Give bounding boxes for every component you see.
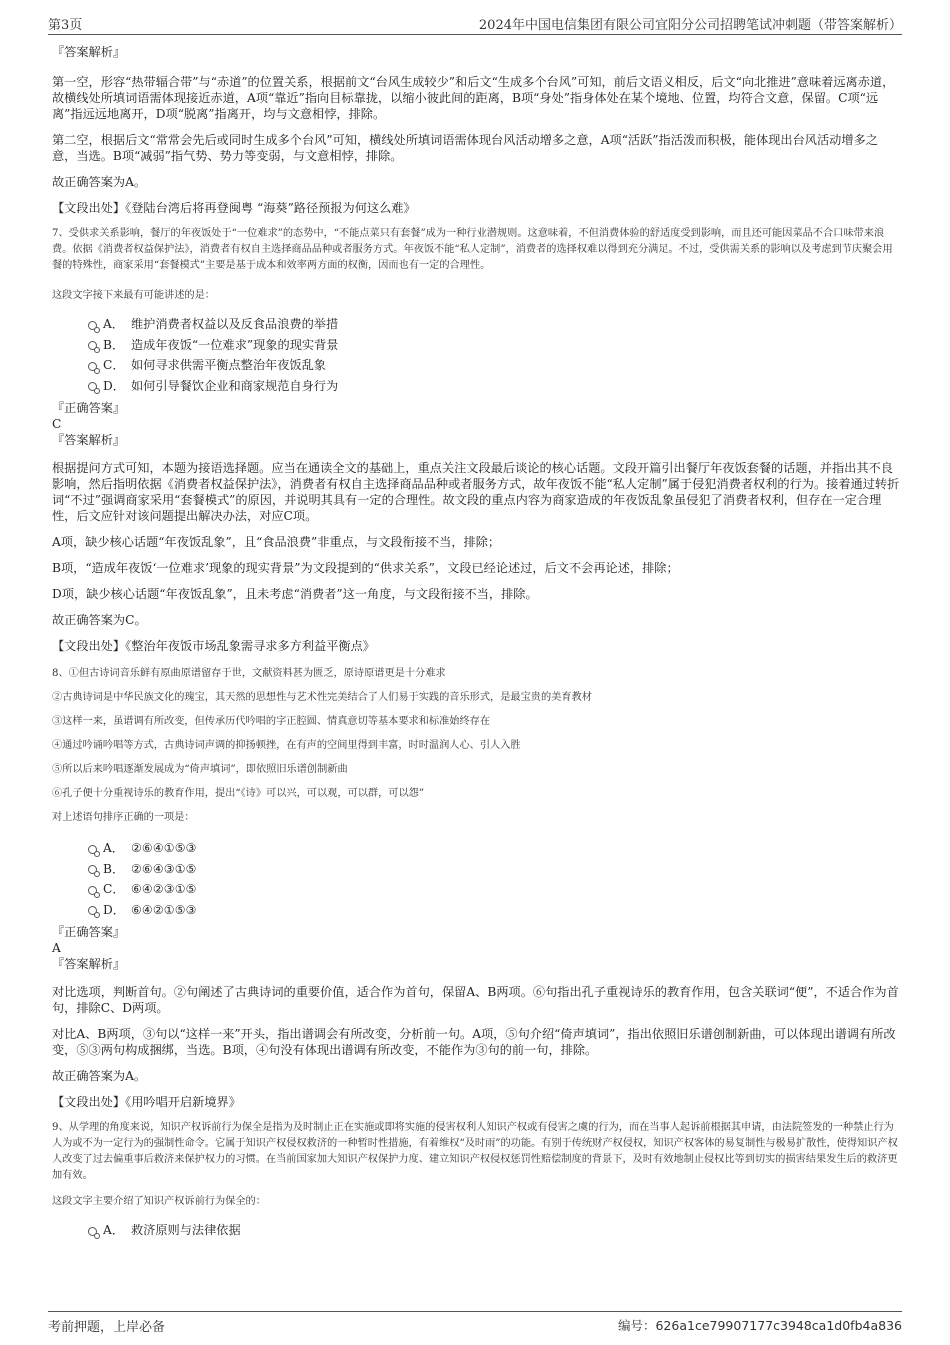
correct-answer: A	[52, 941, 61, 955]
page-footer	[48, 1311, 902, 1336]
sentence-item: ④通过吟诵吟唱等方式，古典诗词声调的抑扬顿挫，在有声的空间里得到丰富，时时温润人心、引人入胜	[52, 740, 521, 751]
correct-answer-label: 『正确答案』	[52, 401, 126, 415]
option-list	[52, 838, 900, 920]
option-list	[52, 314, 900, 396]
question-stem: 7、受供求关系影响，餐厅的年夜饭处于“一位难求”的态势中，“不能点菜只有套餐”成为一种行业潜规则。这意味着，不但消费体验的舒适度受到影响，而且还可能因菜品不合口味带来浪费。依据《消费者权益保护法》，消费者有权自主选择商品品种或者服务方式。年夜饭不能“私人定制”，消费者的选择权难以得到充分满足。不过，受供需关系的影响以及考虑到节庆聚会用餐的特殊性，商家采用“套餐模式”主要是基于成本和效率两方面的权衡，因而也有一定的合理性。	[52, 228, 893, 271]
question-ask: 对上述语句排序正确的一项是：	[52, 812, 195, 823]
question-stem: 8、①但古诗词音乐鲜有原曲原谱留存于世，文献资料甚为匮乏，原诗原谱更是十分难求	[52, 668, 446, 679]
radio-icon[interactable]	[88, 906, 97, 915]
radio-icon[interactable]	[88, 845, 97, 854]
document-title: 2024年中国电信集团有限公司宜阳分公司招聘笔试冲刺题（带答案解析）	[478, 18, 902, 33]
analysis-paragraph: D项，缺少核心话题“年夜饭乱象”，且未考虑“消费者”这一角度，与文段衔接不当，排除。	[52, 587, 538, 601]
analysis-conclusion: 故正确答案为A。	[52, 1069, 147, 1083]
source-citation: 【文段出处】《用吟唱开启新境界》	[52, 1095, 241, 1109]
analysis-paragraph: 根据提问方式可知，本题为接语选择题。应当在通读全文的基础上，重点关注文段最后谈论的核心话题。文段开篇引出餐厅年夜饭套餐的话题，并指出其不良影响，然后指明依据《消费者权益保护法》，消费者有权自主选择商品品种或者服务方式，故年夜饭不能“私人定制”属于侵犯消费者权利的行为。接着通过转折词“不过”强调商家采用“套餐模式”的原因，并说明其具有一定的合理性。故文段的重点内容为商家造成的年夜饭乱象虽侵犯了消费者权利，但存在一定合理性，后文应针对该问题提出解决办法，对应C项。	[52, 461, 900, 523]
analysis-label: 『答案解析』	[52, 45, 126, 59]
analysis-paragraph: A项，缺少核心话题“年夜饭乱象”，且“食品浪费”非重点，与文段衔接不当，排除；	[52, 535, 501, 549]
sentence-item: ⑤所以后来吟唱逐渐发展成为“倚声填词”，即依照旧乐谱创制新曲	[52, 764, 348, 775]
question-ask: 这段文字主要介绍了知识产权诉前行为保全的：	[52, 1196, 266, 1207]
analysis-label: 『答案解析』	[52, 433, 126, 447]
page-content	[52, 44, 900, 1241]
analysis-label: 『答案解析』	[52, 957, 126, 971]
correct-answer-label: 『正确答案』	[52, 925, 126, 939]
sentence-item: ②古典诗词是中华民族文化的瑰宝，其天然的思想性与艺术性完美结合了人们易于实践的音乐形式，是最宝贵的美育教材	[52, 692, 592, 703]
document-code: 编号：626a1ce79907177c3948ca1d0fb4a836	[617, 1318, 902, 1333]
option-b[interactable]: B． ②⑥④③①⑤	[88, 859, 900, 880]
analysis-conclusion: 故正确答案为A。	[52, 175, 147, 189]
radio-icon[interactable]	[88, 341, 97, 350]
analysis-paragraph: B项，“造成年夜饭‘一位难求’现象的现实背景”为文段提到的“供求关系”，文段已经论述过，后文不会再论述，排除；	[52, 561, 679, 575]
analysis-paragraph: 第二空，根据后文“常常会先后或同时生成多个台风”可知，横线处所填词语需体现台风活动增多之意，A项“活跃”指活泼而积极，能体现出台风活动增多之意，当选。B项“减弱”指气势、势力等变弱，与文意相悖，排除。	[52, 133, 878, 163]
radio-icon[interactable]	[88, 382, 97, 391]
option-a[interactable]: A． ②⑥④①⑤③	[88, 838, 900, 859]
analysis-paragraph: 对比选项，判断首句。②句阐述了古典诗词的重要价值，适合作为首句，保留A、B两项。⑥句指出孔子重视诗乐的教育作用，包含关联词“便”，不适合作为首句，排除C、D两项。	[52, 985, 899, 1015]
question-ask: 这段文字接下来最有可能讲述的是：	[52, 290, 215, 301]
correct-answer: C	[52, 417, 62, 431]
source-citation: 【文段出处】《整治年夜饭市场乱象需寻求多方利益平衡点》	[52, 639, 375, 653]
option-c[interactable]: C． ⑥④②③①⑤	[88, 879, 900, 900]
sentence-item: ⑥孔子便十分重视诗乐的教育作用，提出“《诗》可以兴，可以观，可以群，可以怨”	[52, 788, 425, 799]
option-a[interactable]: A． 维护消费者权益以及反食品浪费的举措	[88, 314, 900, 335]
option-a[interactable]: A． 救济原则与法律依据	[88, 1220, 900, 1241]
option-b[interactable]: B． 造成年夜饭“一位难求”现象的现实背景	[88, 335, 900, 356]
option-c[interactable]: C． 如何寻求供需平衡点整治年夜饭乱象	[88, 355, 900, 376]
analysis-paragraph: 第一空，形容“热带辐合带”与“赤道”的位置关系，根据前文“台风生成较少”和后文“生成多个台风”可知，前后文语义相反，后文“向北推进”意味着远离赤道，故横线处所填词语需体现接近赤道，A项“靠近”指向目标靠拢，以缩小彼此间的距离，B项“身处”指身体处在某个境地、位置，均符合文意，保留。C项“远离”指远远地离开，D项“脱离”指离开，均与文意相悖，排除。	[52, 75, 895, 121]
radio-icon[interactable]	[88, 865, 97, 874]
question-stem: 9、从学理的角度来说，知识产权诉前行为保全是指为及时制止正在实施或即将实施的侵害权利人知识产权或有侵害之虞的行为，而在当事人起诉前根据其申请，由法院签发的一种禁止行为人为或不为一定行为的强制性命令。它属于知识产权侵权救济的一种暂时性措施，有着维权“及时雨”的功能。有别于传统财产权侵权，知识产权客体的易复制性与极易扩散性，使得知识产权人改变了过去偏重事后救济来保护权力的习惯。在当前国家加大知识产权保护力度、建立知识产权侵权惩罚性赔偿制度的背景下，及时有效地制止侵权比等到切实的损害结果发生后的救济更加有效。	[52, 1122, 898, 1181]
source-citation: 【文段出处】《登陆台湾后将再登闽粤 “海葵”路径预报为何这么难》	[52, 201, 416, 215]
radio-icon[interactable]	[88, 321, 97, 330]
radio-icon[interactable]	[88, 886, 97, 895]
page-number: 第3页	[48, 18, 83, 33]
page-header	[48, 12, 902, 35]
sentence-item: ③这样一来，虽谱调有所改变，但传承历代吟唱的字正腔圆、情真意切等基本要求和标准始终存在	[52, 716, 491, 727]
analysis-paragraph: 对比A、B两项，③句以“这样一来”开头，指出谱调会有所改变，分析前一句。A项，⑤句介绍“倚声填词”，指出依照旧乐谱创制新曲，可以体现出谱调有所改变，⑤③两句构成捆绑，当选。B项，④句没有体现出谱调有所改变，不能作为③句的前一句，排除。	[52, 1027, 896, 1057]
radio-icon[interactable]	[88, 1227, 97, 1236]
footer-slogan: 考前押题，上岸必备	[48, 1320, 166, 1335]
option-d[interactable]: D． ⑥④②①⑤③	[88, 900, 900, 921]
radio-icon[interactable]	[88, 362, 97, 371]
option-d[interactable]: D． 如何引导餐饮企业和商家规范自身行为	[88, 376, 900, 397]
option-list	[52, 1220, 900, 1241]
analysis-conclusion: 故正确答案为C。	[52, 613, 147, 627]
